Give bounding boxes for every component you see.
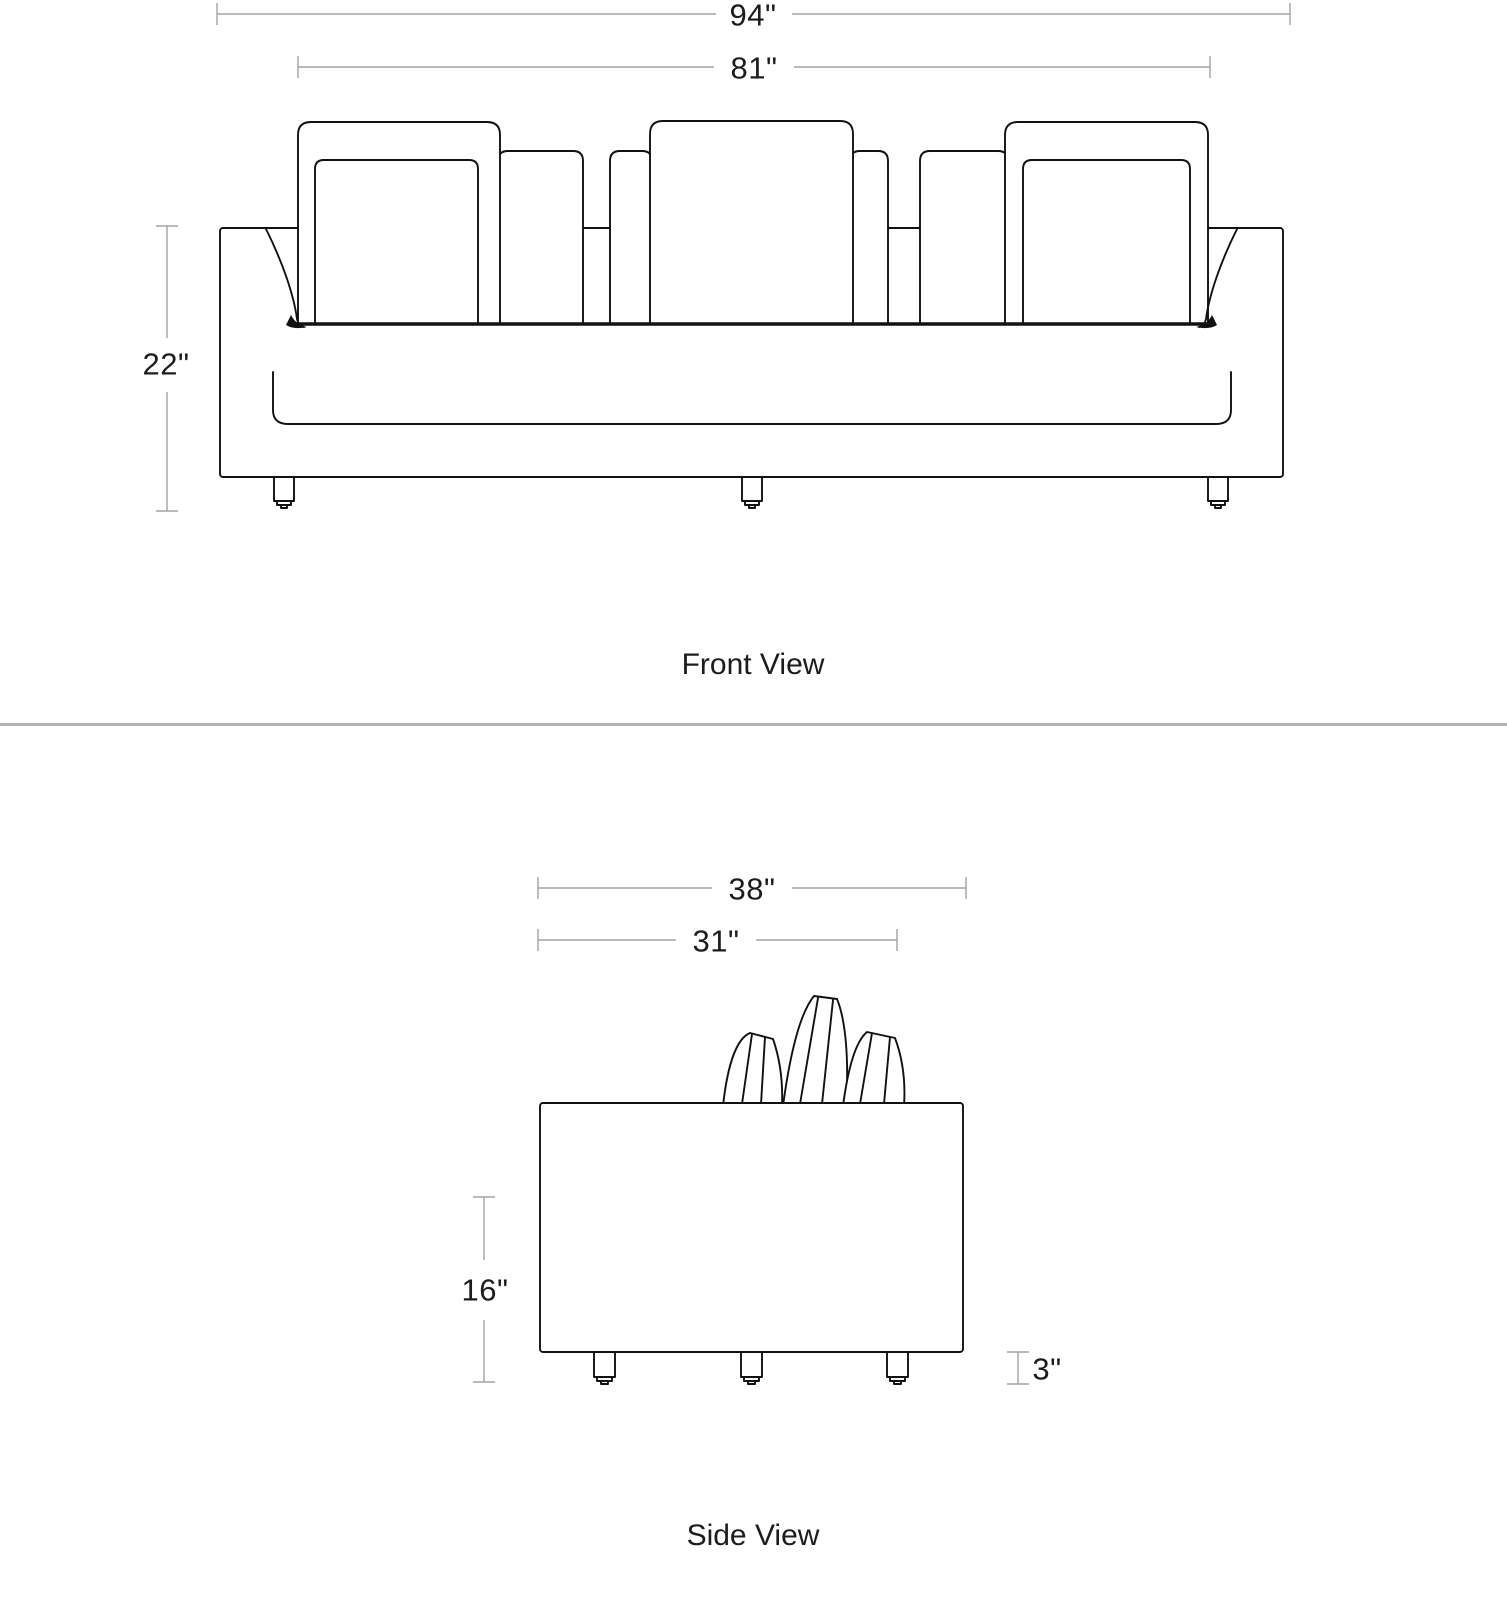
front-view-drawing <box>0 0 1507 724</box>
seat-base-rail <box>273 372 1231 424</box>
side-view-drawing <box>0 724 1507 1600</box>
dimension-label-seat-depth: 31" <box>692 923 740 959</box>
back-cushion-middle <box>650 121 853 324</box>
back-bolster-mid-right <box>850 151 888 324</box>
side-leg-middle <box>741 1352 762 1384</box>
front-leg-middle <box>742 477 762 508</box>
back-cushion-left-inner <box>315 160 478 324</box>
sofa-body-side <box>540 1103 963 1352</box>
back-cushion-right-inner <box>1023 160 1190 324</box>
side-leg-front <box>594 1352 615 1384</box>
dimension-label-seat-height: 16" <box>461 1272 509 1308</box>
side-leg-back <box>887 1352 908 1384</box>
back-bolster-mid-left <box>610 151 652 324</box>
dimension-label-overall-width: 94" <box>729 0 777 33</box>
sofa-front <box>220 121 1283 508</box>
dimension-label-leg-height: 3" <box>1032 1351 1062 1387</box>
leg-height-dimension-line <box>1007 1352 1029 1384</box>
dimension-label-overall-depth: 38" <box>728 871 776 907</box>
side-pillow-right <box>843 1032 904 1106</box>
front-leg-left <box>274 477 294 508</box>
side-view-title: Side View <box>686 1519 820 1552</box>
front-leg-right <box>1208 477 1228 508</box>
dimension-label-arm-height: 22" <box>142 346 190 382</box>
front-view-title: Front View <box>681 648 825 681</box>
back-bolster-right <box>920 151 1008 324</box>
dimension-label-inner-width: 81" <box>730 50 778 86</box>
back-bolster-left <box>498 151 583 324</box>
side-pillow-left <box>723 1033 782 1106</box>
sofa-side <box>540 996 963 1384</box>
